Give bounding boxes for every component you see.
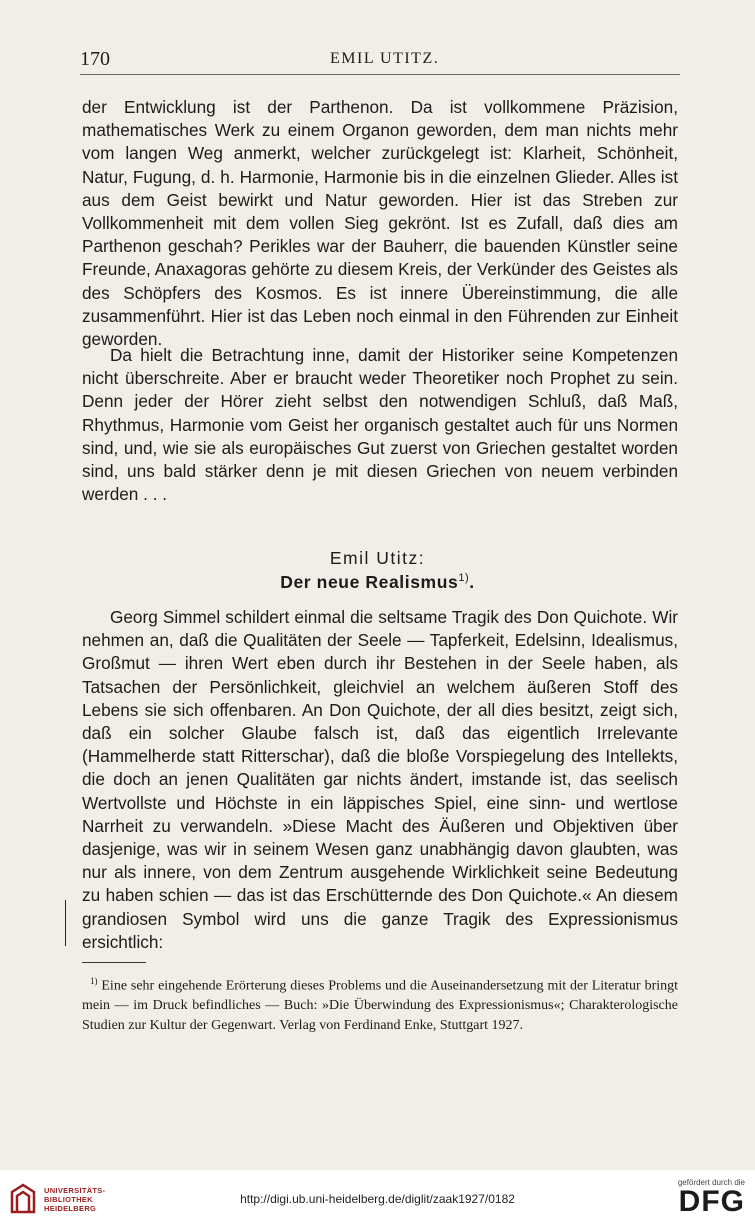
library-line-1: UNIVERSITÄTS- <box>44 1185 106 1195</box>
header-rule <box>80 74 680 75</box>
article-author: Emil Utitz: <box>329 548 426 568</box>
margin-pencil-mark <box>65 900 66 946</box>
body-paragraph-3: Georg Simmel schildert einmal die seltsame Tragik des Don Quichote. Wir nehmen an, daß die Qualitäten der Seele — Tapferkeit, Edelsinn, Idealismus, Großmut — ihren Wert eben durch ihr Bestehen in der Seele haben, als Tatsachen der Persönlichkeit, gleichviel an welchem äußeren Stoff des Lebens sie sich offenbaren. An Don Quichote, der all dies besitzt, zeigt sich, daß ein solcher Glaube falsch ist, daß das eigentlich Irrelevante (Hammelherde statt Ritterschar), daß die bloße Vorspiegelung des Intellekts, die doch an jenen Qualitäten gar nichts ändert, imstande ist, das seelisch Wertvollste und Höchste in ein läppisches Spiel, eine sinn- und wertlose Narrheit zu verwandeln. »Diese Macht des Äußeren und Objektiven über dasjenige, was wir in seinem Wesen ganz unabhängig davon glaubten, was nur als innere, von dem Zentrum ausgehende Wirklichkeit seine Bedeutung zu haben schien — das ist das Erschütternde des Don Quichote.« An diesem grandiosen Symbol wird uns die ganze Tragik des Expressionismus ersichtlich: <box>82 607 678 952</box>
dfg-wordmark: DFG <box>678 1185 745 1218</box>
body-paragraph-1: der Entwicklung ist der Parthenon. Da ist vollkommene Präzision, mathematisches Werk zu einem Organon geworden, dem man nichts mehr vom langen Weg anmerkt, welcher zurückgelegt ist: Klarheit, Schönheit, Natur, Fugung, d. h. Harmonie, Harmonie bis in die einzelnen Glieder. Alles ist aus dem Geist bewirkt und Natur geworden. Hier ist das Streben zur Vollkommenheit mit dem vollen Sieg gekrönt. Ist es Zufall, daß dies am Parthenon geschah? Perikles war der Bauherr, die bauenden Künstler seine Freunde, Anaxagoras gehörte zu diesem Kreis, der Verkünder des Geistes als des Schöpfers des Kosmos. Es ist innere Übereinstimmung, die alle zusammenführt. Hier ist das Leben noch einmal in den Führenden zur Einheit geworden. <box>82 97 678 350</box>
article-title: Der neue Realismus$^{1)}$. <box>280 572 475 592</box>
article-title-text: Der neue Realismus <box>280 572 459 592</box>
footnote-rule <box>82 962 146 963</box>
dfg-logo[interactable] <box>678 1178 745 1217</box>
title-footnote-marker: 1) <box>458 572 470 585</box>
permalink-url[interactable]: http://digi.ub.uni-heidelberg.de/diglit/zaak1927/0182 <box>240 1192 515 1206</box>
body-paragraph-2: Da hielt die Betrachtung inne, damit der Historiker seine Kompetenzen nicht überschreite. Aber er braucht weder Theoretiker noch Prophet zu sein. Denn jeder der Hörer zieht selbst den notwendigen Schluß, daß Maß, Rhythmus, Harmonie vom Geist her organisch gestaltet auch für uns Normen sind, und, wie sie als europäisches Gut zuerst von Griechen gestaltet worden sind, uns bald stärker denn je mit diesen Griechen von neuem verbinden werden . . . <box>82 345 678 505</box>
footnote-text: Eine sehr eingehende Erörterung dieses Problems und die Auseinandersetzung mit der Literatur bringt mein — im Druck befindliches — Buch: »Die Überwindung des Expressionismus«; Charakterologische Studien zur Kultur der Gegenwart. Verlag von Ferdinand Enke, Stuttgart 1927. <box>82 978 679 1033</box>
library-line-2: BIBLIOTHEK <box>44 1194 93 1204</box>
page-header <box>80 48 680 76</box>
footnote <box>82 972 678 1035</box>
funding-note: gefördert durch die <box>677 1178 745 1187</box>
footnote-marker: 1) <box>90 976 98 986</box>
page-number: 170 <box>80 48 110 70</box>
digitization-footer <box>0 1170 755 1230</box>
library-line-3: HEIDELBERG <box>44 1203 97 1213</box>
running-head: EMIL UTITZ. <box>330 50 440 67</box>
